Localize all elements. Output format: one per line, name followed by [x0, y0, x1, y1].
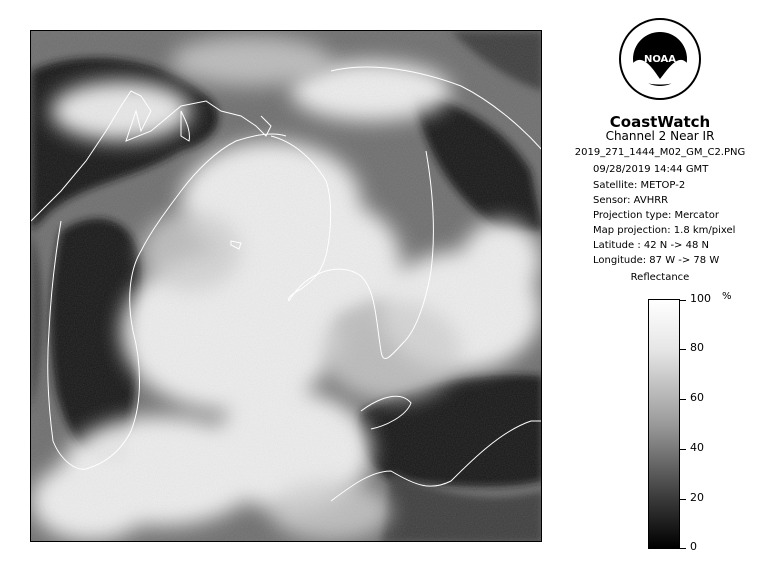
colorbar-tick	[680, 548, 686, 549]
latitude-label: Latitude : 42 N -> 48 N	[593, 240, 709, 251]
noaa-logo-graphic	[618, 17, 702, 101]
filename-label: 2019_271_1444_M02_GM_C2.PNG	[574, 147, 746, 158]
map-projection-label: Map projection: 1.8 km/pixel	[593, 225, 736, 236]
colorbar-title: Reflectance	[630, 272, 690, 283]
colorbar-tick-label: 80	[690, 341, 704, 354]
colorbar-tick	[680, 349, 686, 350]
colorbar-tick-label: 0	[690, 540, 697, 553]
satellite-label: Satellite: METOP-2	[593, 180, 686, 191]
colorbar-tick	[680, 499, 686, 500]
colorbar-tick-label: 60	[690, 391, 704, 404]
colorbar-tick	[680, 300, 686, 301]
colorbar-tick-label: 40	[690, 441, 704, 454]
panel-title: CoastWatch	[609, 113, 711, 131]
projection-type-label: Projection type: Mercator	[593, 210, 719, 221]
colorbar-tick	[680, 449, 686, 450]
datetime-label: 09/28/2019 14:44 GMT	[593, 164, 709, 175]
noaa-logo	[618, 17, 702, 101]
satellite-image	[30, 30, 542, 542]
reflectance-colorbar	[648, 299, 680, 549]
colorbar-tick	[680, 399, 686, 400]
noaa-logo-text: NOAA	[643, 54, 677, 65]
sensor-label: Sensor: AVHRR	[593, 195, 669, 206]
colorbar-tick-label: 20	[690, 491, 704, 504]
longitude-label: Longitude: 87 W -> 78 W	[593, 255, 720, 266]
channel-subtitle: Channel 2 Near IR	[605, 129, 715, 143]
satellite-image-graphic	[31, 31, 542, 542]
colorbar-tick-label: 100	[690, 292, 711, 305]
colorbar-unit: %	[722, 291, 732, 302]
